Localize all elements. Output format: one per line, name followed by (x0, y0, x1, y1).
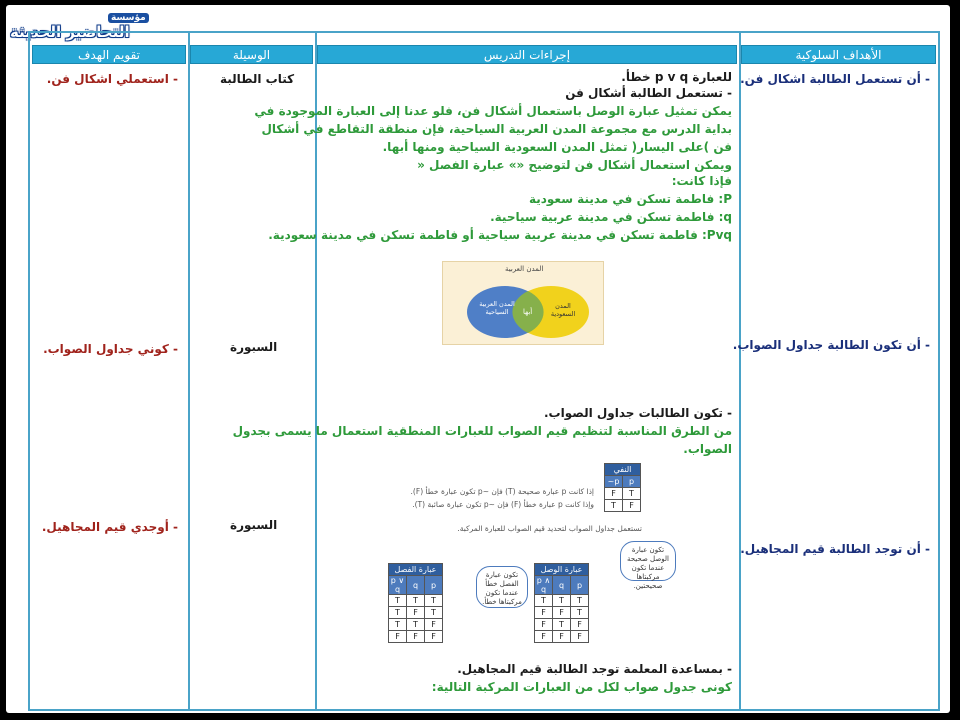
tool-3: السبورة (230, 518, 278, 532)
and-table (534, 563, 589, 643)
and-title: عبارة الوصل (535, 564, 589, 576)
procedure-line: فإذا كانت: (671, 174, 732, 188)
venn-title: المدن العربية (505, 265, 544, 273)
tool-1: كتاب الطالبة (220, 72, 295, 86)
or-col: q (407, 576, 425, 595)
table-cell: F (571, 619, 589, 631)
procedure-line: فن )على اليسار( تمثل المدن السعودية السياحية ومنها أبها. (382, 140, 732, 154)
column-divider (188, 33, 190, 709)
header-tool: الوسيلة (190, 45, 313, 64)
procedure-line: q: فاطمة تسكن في مدينة عربية سياحية. (490, 210, 732, 224)
table-cell: T (389, 619, 407, 631)
venn-center-label: أبها (523, 308, 533, 316)
procedure-line: للعبارة p v q خطأ. (621, 70, 732, 84)
venn-left-label: المدن العربية السياحية (479, 300, 515, 316)
negation-note-1: إذا كانت p عبارة صحيحة (T) فإن ~p تكون عبارة خطأ (F). (410, 487, 594, 496)
negation-title: النفي (605, 464, 641, 476)
table-cell: F (425, 631, 443, 643)
header-procedures: إجراءات التدريس (317, 45, 737, 64)
and-col: p ∧ q (535, 576, 553, 595)
page-frame (6, 5, 950, 713)
tool-2: السبورة (230, 340, 278, 354)
table-cell: T (553, 619, 571, 631)
evaluation-1: - استعملي اشكال فن. (46, 72, 178, 86)
table-cell: F (553, 607, 571, 619)
table-cell: T (623, 488, 641, 500)
negation-caption: تستعمل جداول الصواب لتحديد قيم الصواب للعبارة المركبة. (457, 524, 642, 533)
table-cell: T (407, 595, 425, 607)
logo-name: التحاضير الحديثة (10, 23, 130, 41)
table-cell: F (425, 619, 443, 631)
header-evaluation: تقويم الهدف (32, 45, 186, 64)
evaluation-2: - كوني جداول الصواب. (43, 342, 178, 356)
table-cell: F (623, 500, 641, 512)
logo-subtitle: مؤسسة (108, 13, 149, 23)
table-cell: T (535, 595, 553, 607)
or-title: عبارة الفصل (389, 564, 443, 576)
procedure-line: - تستعمل الطالبة أشكال فن (565, 86, 732, 100)
procedure-line: Pvq: فاطمة تسكن في مدينة عربية سياحية أو فاطمة تسكن في مدينة سعودية. (268, 228, 732, 242)
table-cell: F (389, 631, 407, 643)
and-bubble: تكون عبارة الوصل صحيحة عندما تكون مركبتاها صحيحتين. (620, 541, 676, 581)
or-bubble: تكون عبارة الفصل خطأ عندما تكون مركبتاها خطأ. (476, 566, 528, 608)
negation-col: ~p (605, 476, 623, 488)
table-cell: F (553, 631, 571, 643)
table-cell: T (425, 595, 443, 607)
table-cell: T (553, 595, 571, 607)
venn-diagram (442, 261, 604, 345)
procedure-line: من الطرق المناسبة لتنظيم قيم الصواب للعبارات المنطقية استعمال ما يسمى بجدول (232, 424, 732, 438)
header-objectives: الأهداف السلوكية (741, 45, 936, 64)
lesson-table (28, 31, 940, 711)
procedure-line: بداية الدرس مع مجموعة المدن العربية السياحية، فإن منطقة التقاطع في أشكال (261, 122, 732, 136)
procedure-line: كونى جدول صواب لكل من العبارات المركبة التالية: (431, 680, 732, 694)
objective-3: - أن توجد الطالبة قيم المجاهيل. (740, 542, 930, 556)
table-cell: F (535, 631, 553, 643)
table-cell: T (389, 607, 407, 619)
negation-note-2: وإذا كانت p عبارة خطأ (F) فإن ~p تكون عبارة صائبة (T). (412, 500, 594, 509)
column-divider (739, 33, 741, 709)
table-cell: F (571, 631, 589, 643)
procedure-line: - تكون الطالبات جداول الصواب. (544, 406, 732, 420)
table-cell: F (535, 607, 553, 619)
procedure-line: يمكن تمثيل عبارة الوصل باستعمال أشكال فن، فلو عدنا إلى العبارة الموجودة في (254, 104, 732, 118)
or-col: p (425, 576, 443, 595)
procedure-line: P: فاطمة تسكن في مدينة سعودية (528, 192, 732, 206)
table-cell: T (407, 619, 425, 631)
objective-2: - أن تكون الطالبة جداول الصواب. (732, 338, 930, 352)
table-cell: T (571, 607, 589, 619)
table-cell: F (605, 488, 623, 500)
table-cell: T (571, 595, 589, 607)
or-col: p ∨ q (389, 576, 407, 595)
table-cell: T (425, 607, 443, 619)
table-cell: F (535, 619, 553, 631)
table-cell: T (605, 500, 623, 512)
or-table (388, 563, 443, 643)
evaluation-3: - أوجدي قيم المجاهيل. (41, 520, 178, 534)
procedure-line: - بمساعدة المعلمة توجد الطالبة قيم المجاهيل. (457, 662, 732, 676)
and-col: q (553, 576, 571, 595)
negation-table (604, 463, 641, 512)
objective-1: - أن تستعمل الطالبة اشكال فن. (740, 72, 930, 86)
negation-col: p (623, 476, 641, 488)
venn-right-label: المدن السعودية (550, 302, 576, 318)
and-col: p (571, 576, 589, 595)
table-cell: F (407, 631, 425, 643)
table-cell: T (389, 595, 407, 607)
table-cell: F (407, 607, 425, 619)
procedure-line: الصواب. (683, 442, 732, 456)
procedure-line: ويمكن استعمال أشكال فن لتوضيح «» عبارة الفصل « (417, 158, 732, 172)
